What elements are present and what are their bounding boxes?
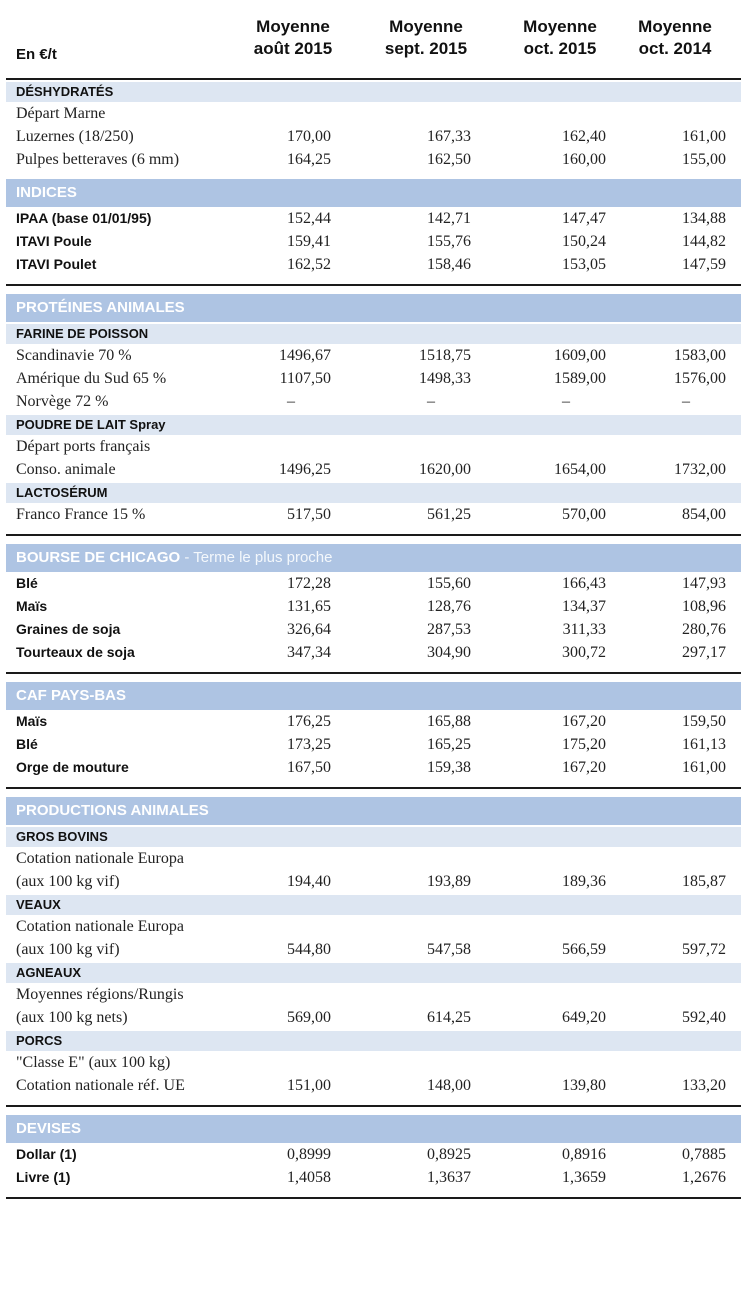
cell-value: 133,20: [682, 1077, 726, 1094]
row-label: Conso. animale: [16, 461, 116, 478]
cell-value: 1620,00: [419, 461, 471, 478]
subsection-band: VEAUX: [6, 895, 741, 915]
row-label: Norvège 72 %: [16, 393, 109, 410]
table-row: [6, 618, 741, 641]
cell-value: 1583,00: [674, 347, 726, 364]
cell-value: 159,38: [427, 759, 471, 776]
unit-label: En €/t: [16, 46, 57, 63]
cell-value: 1,2676: [682, 1169, 726, 1186]
section-caf: [6, 682, 741, 789]
cell-value: 176,25: [287, 713, 331, 730]
cell-value: 287,53: [427, 621, 471, 638]
cell-value: 147,47: [562, 210, 606, 227]
section-band: [6, 797, 741, 825]
table-row: [6, 938, 741, 961]
band-note: - Terme le plus proche: [180, 549, 333, 566]
cell-value: 326,64: [287, 621, 331, 638]
column-header-line1: Moyenne: [523, 17, 597, 36]
cell-value: 569,00: [287, 1009, 331, 1026]
table-row: [6, 641, 741, 664]
cell-value: 153,05: [562, 256, 606, 273]
row-label: "Classe E" (aux 100 kg): [16, 1054, 171, 1071]
table-row: [6, 870, 741, 893]
cell-value: 167,20: [562, 713, 606, 730]
table-row: [6, 733, 741, 756]
row-label: Orge de mouture: [16, 759, 129, 775]
cell-value: 167,33: [427, 128, 471, 145]
row-label: Graines de soja: [16, 621, 121, 637]
cell-value: 347,34: [287, 644, 331, 661]
cell-value: 162,40: [562, 128, 606, 145]
cell-value: 1732,00: [674, 461, 726, 478]
cell-value: 0,7885: [682, 1146, 726, 1163]
cell-value: 159,41: [287, 233, 331, 250]
cell-value: –: [287, 393, 295, 410]
table-row: [6, 102, 741, 125]
table-row: [6, 148, 741, 171]
band-title: INDICES: [16, 184, 77, 201]
table-body: [6, 82, 741, 1199]
row-label: Amérique du Sud 65 %: [16, 370, 167, 387]
cell-value: 592,40: [682, 1009, 726, 1026]
section-band: [6, 294, 741, 322]
cell-value: 142,71: [427, 210, 471, 227]
subsection-band: GROS BOVINS: [6, 827, 741, 847]
table-row: [6, 915, 741, 938]
cell-value: 854,00: [682, 506, 726, 523]
band-title: BOURSE DE CHICAGO: [16, 549, 181, 566]
cell-value: –: [682, 393, 690, 410]
price-table: [6, 0, 741, 1199]
cell-value: 1576,00: [674, 370, 726, 387]
cell-value: 614,25: [427, 1009, 471, 1026]
section-chicago: [6, 544, 741, 674]
cell-value: 561,25: [427, 506, 471, 523]
table-row: [6, 1074, 741, 1097]
column-header: [238, 16, 348, 60]
cell-value: 172,28: [287, 575, 331, 592]
band-title: DEVISES: [16, 1120, 82, 1137]
section-proteines: [6, 294, 741, 536]
subsection-band: FARINE DE POISSON: [6, 324, 741, 344]
table-row: [6, 847, 741, 870]
table-row: [6, 1051, 741, 1074]
column-header-line2: sept. 2015: [384, 39, 468, 58]
table-row: [6, 435, 741, 458]
cell-value: 311,33: [562, 621, 606, 638]
cell-value: 173,25: [287, 736, 331, 753]
row-label: Maïs: [16, 713, 48, 729]
cell-value: 155,60: [427, 575, 471, 592]
cell-value: 155,00: [682, 151, 726, 168]
row-label: ITAVI Poulet: [16, 256, 97, 272]
row-label: Départ Marne: [16, 105, 106, 122]
table-row: [6, 983, 741, 1006]
cell-value: 304,90: [427, 644, 471, 661]
row-label: Blé: [16, 575, 38, 591]
table-row: [6, 344, 741, 367]
cell-value: 194,40: [287, 873, 331, 890]
row-label: Cotation nationale Europa: [16, 850, 184, 867]
row-label: Cotation nationale réf. UE: [16, 1077, 185, 1094]
cell-value: –: [427, 393, 435, 410]
row-label: (aux 100 kg vif): [16, 873, 120, 890]
cell-value: 155,76: [427, 233, 471, 250]
section-band: [6, 682, 741, 710]
cell-value: 1609,00: [554, 347, 606, 364]
table-row: [6, 390, 741, 413]
cell-value: 139,80: [562, 1077, 606, 1094]
cell-value: 517,50: [287, 506, 331, 523]
subsection-band: DÉSHYDRATÉS: [6, 82, 741, 102]
cell-value: 131,65: [287, 598, 331, 615]
row-label: Franco France 15 %: [16, 506, 146, 523]
band-title: PRODUCTIONS ANIMALES: [16, 802, 209, 819]
cell-value: 280,76: [682, 621, 726, 638]
cell-value: 297,17: [682, 644, 726, 661]
row-label: ITAVI Poule: [16, 233, 92, 249]
table-row: [6, 207, 741, 230]
table-row: [6, 253, 741, 276]
cell-value: 162,52: [287, 256, 331, 273]
table-row: [6, 458, 741, 481]
cell-value: 649,20: [562, 1009, 606, 1026]
subsection-band: LACTOSÉRUM: [6, 483, 741, 503]
table-row: [6, 125, 741, 148]
band-title: CAF PAYS-BAS: [16, 687, 127, 704]
cell-value: 1107,50: [279, 370, 331, 387]
row-label: Livre (1): [16, 1169, 71, 1185]
cell-value: 300,72: [562, 644, 606, 661]
row-label: (aux 100 kg vif): [16, 941, 120, 958]
cell-value: 161,00: [682, 759, 726, 776]
cell-value: 1654,00: [554, 461, 606, 478]
cell-value: 1,3659: [562, 1169, 606, 1186]
cell-value: 566,59: [562, 941, 606, 958]
section-devises: [6, 1115, 741, 1199]
cell-value: 147,93: [682, 575, 726, 592]
cell-value: 570,00: [562, 506, 606, 523]
cell-value: 162,50: [427, 151, 471, 168]
column-header-line2: oct. 2014: [638, 39, 712, 58]
cell-value: 0,8925: [427, 1146, 471, 1163]
table-header: [6, 0, 741, 80]
cell-value: 159,50: [682, 713, 726, 730]
cell-value: 165,25: [427, 736, 471, 753]
row-label: Départ ports français: [16, 438, 151, 455]
cell-value: 1,3637: [427, 1169, 471, 1186]
row-label: Scandinavie 70 %: [16, 347, 132, 364]
cell-value: –: [562, 393, 570, 410]
cell-value: 148,00: [427, 1077, 471, 1094]
cell-value: 0,8999: [287, 1146, 331, 1163]
cell-value: 151,00: [287, 1077, 331, 1094]
column-header-line2: août 2015: [253, 39, 333, 58]
row-label: Blé: [16, 736, 38, 752]
cell-value: 158,46: [427, 256, 471, 273]
cell-value: 167,50: [287, 759, 331, 776]
row-label: Dollar (1): [16, 1146, 77, 1162]
cell-value: 165,88: [427, 713, 471, 730]
column-header-line1: Moyenne: [389, 17, 463, 36]
cell-value: 0,8916: [562, 1146, 606, 1163]
cell-value: 161,13: [682, 736, 726, 753]
cell-value: 134,37: [562, 598, 606, 615]
table-row: [6, 710, 741, 733]
table-row: [6, 1143, 741, 1166]
cell-value: 1518,75: [419, 347, 471, 364]
column-header-line2: oct. 2015: [523, 39, 597, 58]
subsection-band: POUDRE DE LAIT Spray: [6, 415, 741, 435]
row-label: Moyennes régions/Rungis: [16, 986, 184, 1003]
cell-value: 160,00: [562, 151, 606, 168]
cell-value: 152,44: [287, 210, 331, 227]
cell-value: 185,87: [682, 873, 726, 890]
column-header: [505, 16, 615, 60]
cell-value: 144,82: [682, 233, 726, 250]
table-row: [6, 1166, 741, 1189]
row-label: (aux 100 kg nets): [16, 1009, 128, 1026]
cell-value: 1496,25: [279, 461, 331, 478]
column-header-line1: Moyenne: [256, 17, 330, 36]
table-row: [6, 595, 741, 618]
section-deshydrates: [6, 82, 741, 286]
cell-value: 164,25: [287, 151, 331, 168]
table-row: [6, 572, 741, 595]
cell-value: 166,43: [562, 575, 606, 592]
cell-value: 175,20: [562, 736, 606, 753]
cell-value: 189,36: [562, 873, 606, 890]
cell-value: 147,59: [682, 256, 726, 273]
cell-value: 1496,67: [279, 347, 331, 364]
section-band: [6, 544, 741, 572]
column-header-line1: Moyenne: [638, 17, 712, 36]
cell-value: 544,80: [287, 941, 331, 958]
cell-value: 1,4058: [287, 1169, 331, 1186]
cell-value: 128,76: [427, 598, 471, 615]
cell-value: 161,00: [682, 128, 726, 145]
row-label: Pulpes betteraves (6 mm): [16, 151, 180, 168]
subsection-band: AGNEAUX: [6, 963, 741, 983]
cell-value: 193,89: [427, 873, 471, 890]
column-header: [371, 16, 481, 60]
row-label: Maïs: [16, 598, 48, 614]
subsection-band: PORCS: [6, 1031, 741, 1051]
cell-value: 167,20: [562, 759, 606, 776]
row-label: Luzernes (18/250): [16, 128, 134, 145]
cell-value: 108,96: [682, 598, 726, 615]
cell-value: 547,58: [427, 941, 471, 958]
table-row: [6, 756, 741, 779]
row-label: Tourteaux de soja: [16, 644, 135, 660]
cell-value: 1589,00: [554, 370, 606, 387]
cell-value: 1498,33: [419, 370, 471, 387]
table-row: [6, 367, 741, 390]
row-label: Cotation nationale Europa: [16, 918, 184, 935]
cell-value: 134,88: [682, 210, 726, 227]
section-productions: [6, 797, 741, 1107]
table-row: [6, 503, 741, 526]
section-band: [6, 179, 741, 207]
row-label: IPAA (base 01/01/95): [16, 210, 152, 226]
cell-value: 150,24: [562, 233, 606, 250]
cell-value: 597,72: [682, 941, 726, 958]
column-header: [620, 16, 730, 60]
cell-value: 170,00: [287, 128, 331, 145]
table-row: [6, 1006, 741, 1029]
section-band: [6, 1115, 741, 1143]
table-row: [6, 230, 741, 253]
band-title: PROTÉINES ANIMALES: [16, 299, 185, 316]
